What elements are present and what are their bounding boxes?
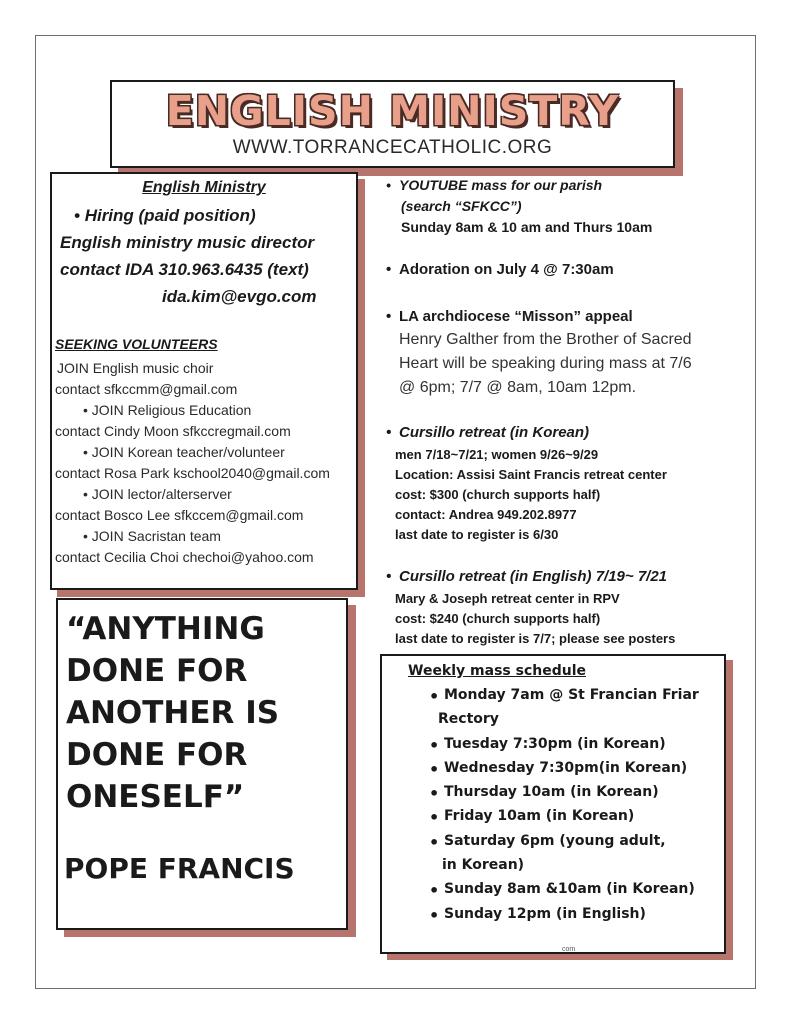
weekly-mass-box (380, 654, 726, 954)
mass-item: • Saturday 6pm (young adult, (444, 833, 666, 849)
youtube-search-line: (search “SFKCC”) (401, 198, 522, 214)
header-box (110, 80, 675, 168)
mass-item: • Sunday 12pm (in English) (444, 906, 646, 922)
hiring-line: contact IDA 310.963.6435 (text) (60, 260, 309, 279)
cursillo-korean-line: cost: $300 (church supports half) (395, 487, 601, 502)
volunteer-contact: contact sfkccmm@gmail.com (55, 381, 238, 397)
volunteer-contact: contact Rosa Park kschool2040@gmail.com (55, 465, 330, 481)
seeking-volunteers-heading: SEEKING VOLUNTEERS (55, 336, 218, 352)
english-ministry-box (50, 172, 358, 590)
adoration-item: • Adoration on July 4 @ 7:30am (399, 261, 614, 278)
youtube-mass-heading: • YOUTUBE mass for our parish (399, 177, 602, 193)
bullet-icon: • (83, 402, 92, 418)
hiring-text: Hiring (paid position) (84, 206, 256, 225)
volunteer-line: • JOIN lector/alterserver (83, 486, 232, 502)
mass-item: • Thursday 10am (in Korean) (444, 784, 659, 800)
cursillo-english-line: Mary & Joseph retreat center in RPV (395, 591, 620, 606)
cursillo-english-line: last date to register is 7/7; please see posters (395, 631, 676, 646)
bullet-icon: • (83, 528, 92, 544)
volunteer-contact: contact Cecilia Choi chechoi@yahoo.com (55, 549, 314, 565)
page-title: ENGLISH MINISTRY (165, 87, 620, 135)
volunteer-line: • JOIN Korean teacher/volunteer (83, 444, 285, 460)
footer-text: com (562, 946, 576, 953)
appeal-heading: • LA archdiocese “Misson” appeal (399, 308, 633, 325)
english-ministry-heading: English Ministry (142, 179, 266, 196)
appeal-line: Heart will be speaking during mass at 7/6 (399, 355, 692, 372)
cursillo-english-heading: • Cursillo retreat (in English) 7/19~ 7/21 (399, 568, 667, 585)
cursillo-english-line: cost: $240 (church supports half) (395, 611, 601, 626)
mass-item-continued: in Korean) (442, 857, 525, 873)
cursillo-korean-line: last date to register is 6/30 (395, 527, 559, 542)
cursillo-korean-line: men 7/18~7/21; women 9/26~9/29 (395, 447, 599, 462)
youtube-times-line: Sunday 8am & 10 am and Thurs 10am (401, 219, 653, 235)
mass-item: • Tuesday 7:30pm (in Korean) (444, 736, 666, 752)
mass-item: • Wednesday 7:30pm(in Korean) (444, 760, 687, 776)
weekly-mass-heading: Weekly mass schedule (408, 663, 586, 679)
appeal-line: Henry Galther from the Brother of Sacred (399, 331, 692, 348)
volunteer-line: • JOIN Sacristan team (83, 528, 221, 544)
cursillo-korean-line: Location: Assisi Saint Francis retreat center (395, 467, 667, 482)
mass-item-continued: Rectory (438, 711, 499, 727)
bullet-icon: • (83, 486, 92, 502)
bullet-icon: • (74, 206, 80, 225)
quote-author: POPE FRANCIS (64, 852, 295, 885)
volunteer-line: • JOIN Religious Education (83, 402, 252, 418)
mass-item: • Sunday 8am &10am (in Korean) (444, 881, 695, 897)
volunteer-line: JOIN English music choir (57, 360, 214, 376)
appeal-line: @ 6pm; 7/7 @ 8am, 10am 12pm. (399, 379, 637, 396)
hiring-item (74, 206, 256, 226)
volunteer-contact: contact Cindy Moon sfkccregmail.com (55, 423, 291, 439)
hiring-line: English ministry music director (60, 233, 315, 252)
hiring-email[interactable]: ida.kim@evgo.com (162, 287, 317, 306)
website-url[interactable]: WWW.TORRANCECATHOLIC.ORG (232, 137, 553, 158)
cursillo-korean-line: contact: Andrea 949.202.8977 (395, 507, 577, 522)
quote-text: “ANYTHING DONE FOR ANOTHER IS DONE FOR ONESELF” (66, 611, 280, 815)
mass-item: • Monday 7am @ St Francian Friar (444, 687, 699, 703)
cursillo-korean-heading: • Cursillo retreat (in Korean) (399, 424, 589, 441)
mass-item: • Friday 10am (in Korean) (444, 808, 634, 824)
volunteer-contact: contact Bosco Lee sfkccem@gmail.com (55, 507, 304, 523)
bullet-icon: • (83, 444, 92, 460)
